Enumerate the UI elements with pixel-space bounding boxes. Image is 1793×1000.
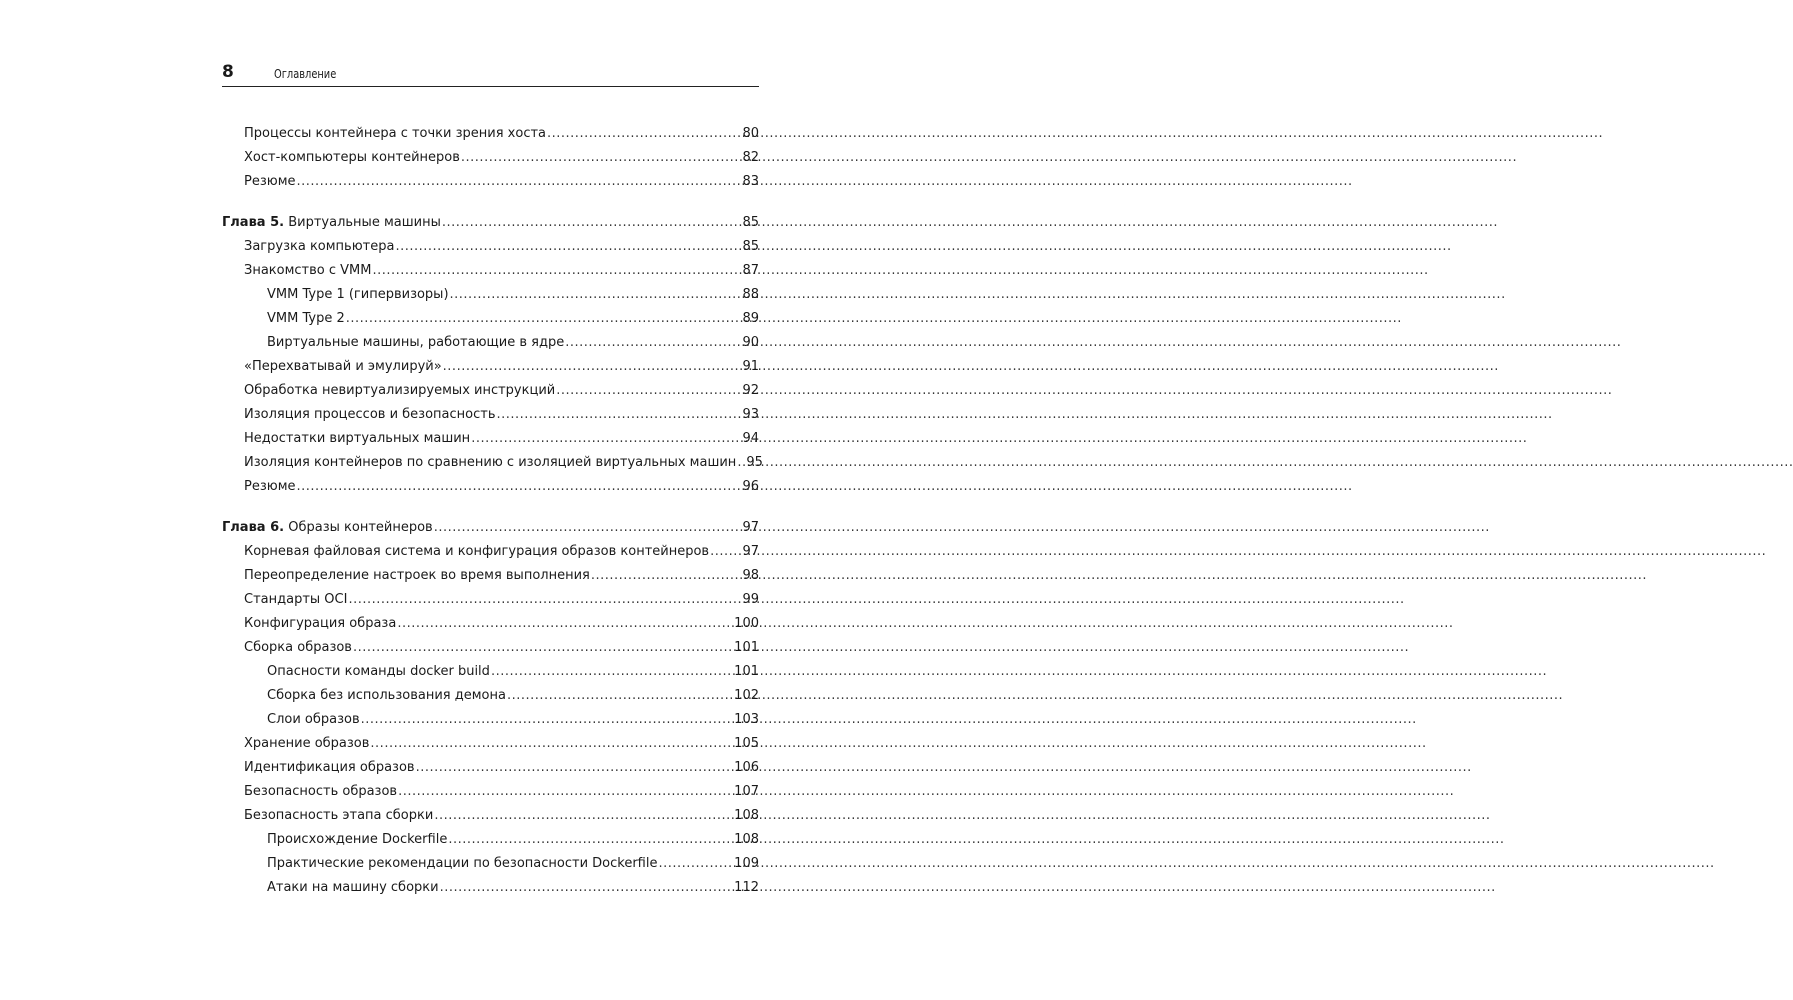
toc-entry [244, 638, 759, 658]
toc-entry-title: Атаки на машину сборки [267, 880, 439, 895]
dot-leader [397, 614, 733, 634]
toc-entry-page: 88 [742, 287, 759, 302]
toc-entry-title: Опасности команды docker build [267, 664, 490, 679]
toc-entry-page: 101 [734, 640, 759, 655]
toc-entry-title: Слои образов [267, 712, 360, 727]
toc-entry-title: Сборка без использования демона [267, 688, 506, 703]
toc-entry-page: 87 [742, 263, 759, 278]
toc-entry-title: Загрузка компьютера [244, 239, 395, 254]
toc-entry [244, 477, 759, 497]
toc-entry-page: 93 [742, 407, 759, 422]
toc-entry [244, 614, 759, 634]
toc-chapter-entry [222, 213, 759, 233]
toc-entry [244, 806, 759, 826]
toc-entry-page: 97 [742, 520, 759, 535]
toc-entry-page: 99 [742, 592, 759, 607]
toc-entry [244, 124, 759, 144]
toc-entry-page: 108 [734, 808, 759, 823]
toc-entry-title: Резюме [244, 479, 296, 494]
toc-entry [244, 405, 759, 425]
toc-entry [267, 686, 759, 706]
toc-entry-title: Обработка невиртуализируемых инструкций [244, 383, 556, 398]
toc-entry-title: Недостатки виртуальных машин [244, 431, 471, 446]
dot-leader [395, 237, 741, 257]
toc-entry-title: Безопасность образов [244, 784, 398, 799]
toc-entry [244, 453, 763, 473]
toc-entry-page: 89 [742, 311, 759, 326]
toc-entry [244, 381, 759, 401]
dot-leader [398, 782, 733, 802]
toc-entry-title [222, 518, 433, 538]
toc-entry [267, 710, 759, 730]
toc-entry-page: 90 [742, 335, 759, 350]
toc-entry-title: Практические рекомендации по безопасности Dockerfile [267, 856, 658, 871]
toc-entry-title: Идентификация образов [244, 760, 415, 775]
toc-entry [267, 309, 759, 329]
toc-entry [267, 854, 759, 874]
dot-leader [507, 686, 733, 706]
toc-entry-page: 101 [734, 664, 759, 679]
dot-leader [591, 566, 742, 586]
dot-leader [556, 381, 741, 401]
toc-entry [267, 285, 759, 305]
toc-entry-page: 85 [742, 239, 759, 254]
dot-leader [658, 854, 733, 874]
toc-entry-page: 94 [742, 431, 759, 446]
toc-entry-page: 83 [742, 174, 759, 189]
dot-leader [448, 830, 733, 850]
toc-entry-title: VMM Type 2 [267, 311, 345, 326]
dot-leader [361, 710, 734, 730]
dot-leader [710, 542, 741, 562]
toc-entry [267, 830, 759, 850]
toc-entry [244, 782, 759, 802]
dot-leader [442, 213, 742, 233]
toc-entry [244, 590, 759, 610]
toc-entry-title: VMM Type 1 (гипервизоры) [267, 287, 449, 302]
toc-entry-page: 107 [734, 784, 759, 799]
dot-leader [547, 124, 741, 144]
toc-entry-page: 97 [742, 544, 759, 559]
dot-leader [496, 405, 741, 425]
toc-entry-title: Хост-компьютеры контейнеров [244, 150, 460, 165]
dot-leader [348, 590, 741, 610]
toc-entry-page: 102 [734, 688, 759, 703]
toc-entry-page: 85 [742, 215, 759, 230]
toc-entry-page: 95 [746, 455, 763, 470]
toc-entry-title: Стандарты OCI [244, 592, 348, 607]
toc-entry-title: Сборка образов [244, 640, 352, 655]
toc-entry-title: Резюме [244, 174, 296, 189]
dot-leader [450, 285, 742, 305]
toc-entry-page: 91 [742, 359, 759, 374]
dot-leader [346, 309, 742, 329]
chapter-title: Виртуальные машины [288, 215, 441, 230]
dot-leader [434, 806, 733, 826]
toc-entry-title: «Перехватывай и эмулируй» [244, 359, 442, 374]
dot-leader [373, 261, 742, 281]
toc-entry [244, 429, 759, 449]
chapter-title: Образы контейнеров [288, 520, 433, 535]
toc-entry-page: 100 [734, 616, 759, 631]
toc-entry-title: Происхождение Dockerfile [267, 832, 448, 847]
toc-entry [244, 734, 759, 754]
toc-entry [244, 172, 759, 192]
toc-entry [267, 333, 759, 353]
dot-leader [297, 172, 742, 192]
toc-entry [267, 662, 759, 682]
toc-entry-page: 80 [742, 126, 759, 141]
dot-leader [491, 662, 733, 682]
toc-entry [244, 542, 759, 562]
toc-entry-page: 109 [734, 856, 759, 871]
toc-entry-title: Безопасность этапа сборки [244, 808, 434, 823]
running-title: Оглавление [274, 67, 337, 81]
toc-entry [267, 878, 759, 898]
dot-leader [443, 357, 742, 377]
toc-entry-title: Изоляция процессов и безопасность [244, 407, 496, 422]
toc-entry-page: 98 [742, 568, 759, 583]
toc-entry-page: 108 [734, 832, 759, 847]
toc-entry-page: 92 [742, 383, 759, 398]
dot-leader [737, 453, 745, 473]
dot-leader [440, 878, 734, 898]
dot-leader [434, 518, 742, 538]
toc-entry [244, 357, 759, 377]
toc-entry [244, 237, 759, 257]
toc-entry-page: 112 [734, 880, 759, 895]
toc-entry [244, 566, 759, 586]
dot-leader [461, 148, 742, 168]
toc-entry [244, 148, 759, 168]
toc-entry-title: Переопределение настроек во время выполнения [244, 568, 590, 583]
dot-leader [416, 758, 734, 778]
page-number: 8 [222, 62, 234, 82]
toc-chapter-entry [222, 518, 759, 538]
dot-leader [565, 333, 741, 353]
toc-entry-page: 96 [742, 479, 759, 494]
toc-entry-page: 82 [742, 150, 759, 165]
toc-entry-page: 105 [734, 736, 759, 751]
page-header [222, 60, 759, 87]
toc-entry [244, 758, 759, 778]
toc-entry-title: Конфигурация образа [244, 616, 397, 631]
chapter-prefix: Глава 6. [222, 520, 285, 535]
toc-entry-title: Корневая файловая система и конфигурация образов контейнеров [244, 544, 710, 559]
dot-leader [297, 477, 742, 497]
dot-leader [471, 429, 741, 449]
toc-entry-title: Процессы контейнера с точки зрения хоста [244, 126, 547, 141]
toc-entry-page: 106 [734, 760, 759, 775]
toc-entry-page: 103 [734, 712, 759, 727]
toc-entry-title: Знакомство с VMM [244, 263, 372, 278]
toc-entry-title [222, 213, 441, 233]
dot-leader [370, 734, 733, 754]
dot-leader [353, 638, 733, 658]
toc-entry [244, 261, 759, 281]
toc-entry-title: Хранение образов [244, 736, 370, 751]
toc-entry-title: Изоляция контейнеров по сравнению с изоляцией виртуальных машин [244, 455, 737, 470]
toc-entry-title: Виртуальные машины, работающие в ядре [267, 335, 565, 350]
chapter-prefix: Глава 5. [222, 215, 285, 230]
